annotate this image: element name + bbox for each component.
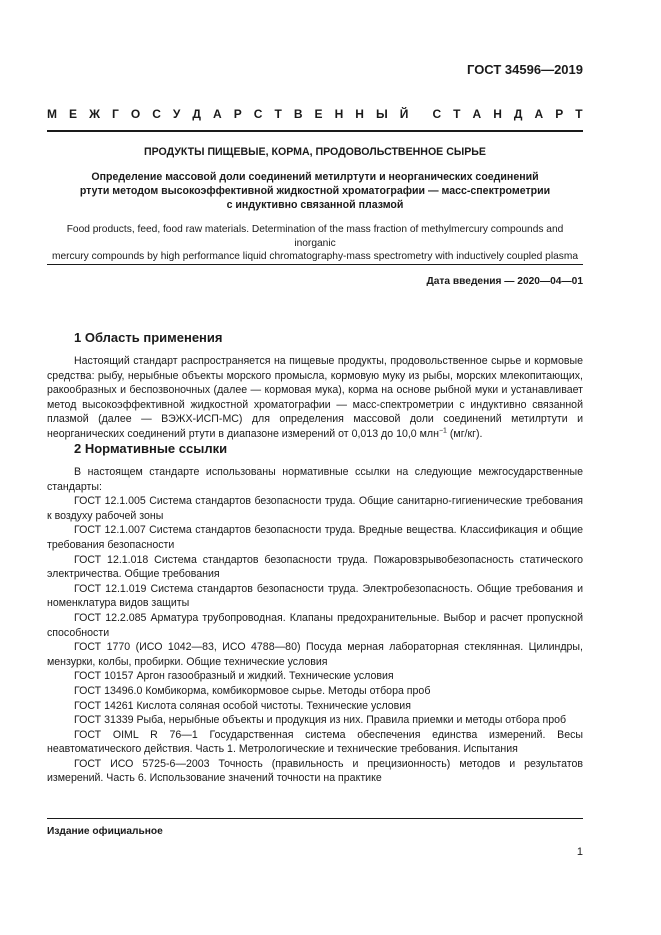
header-divider	[47, 130, 583, 132]
subtitle-line: Определение массовой доли соединений метилртути и неорганических соединений	[91, 171, 539, 183]
subtitle-line: с индуктивно связанной плазмой	[226, 199, 404, 211]
section-2-heading: 2 Нормативные ссылки	[74, 441, 228, 456]
page-number: 1	[576, 846, 583, 858]
reference-item: ГОСТ 12.1.018 Система стандартов безопасности труда. Пожаровзрывобезопасность статического электричества. Общие требования	[47, 553, 583, 581]
introduction-date: Дата введения — 2020—04—01	[426, 276, 583, 287]
unit-superscript: −1	[438, 427, 447, 435]
reference-item: ГОСТ 13496.0 Комбикорма, комбикормовое сырье. Методы отбора проб	[74, 684, 431, 697]
document-subtitle	[47, 170, 583, 212]
banner-letter: Д	[513, 107, 523, 121]
banner-letter: А	[212, 107, 222, 121]
section-1-tail: (мг/кг).	[446, 427, 483, 440]
banner-letter: А	[534, 107, 544, 121]
reference-item: ГОСТ 12.1.019 Система стандартов безопасности труда. Электробезопасность. Общие требования и номенклатура видов защиты	[47, 582, 583, 610]
reference-item: ГОСТ ИСО 5725-6—2003 Точность (правильность и прецизионность) методов и результатов измерений. Часть 6. Использование значений точности на практике	[47, 757, 583, 785]
reference-item: ГОСТ 31339 Рыба, нерыбные объекты и продукция из них. Правила приемки и методы отбора проб	[74, 714, 567, 727]
normative-references-list	[47, 465, 583, 786]
official-edition-label: Издание официальное	[47, 826, 163, 837]
banner-letter: С	[253, 107, 263, 121]
banner-letter: Г	[111, 107, 119, 121]
banner-letter: Р	[555, 107, 564, 121]
banner-letter: М	[47, 107, 57, 121]
banner-letter: Н	[355, 107, 364, 121]
banner-letter: Т	[453, 107, 461, 121]
banner-letter: Ы	[375, 107, 388, 121]
reference-item: ГОСТ 12.2.085 Арматура трубопроводная. Клапаны предохранительные. Выбор и расчет пропускной способности	[47, 611, 583, 639]
banner-letter: Ж	[89, 107, 100, 121]
banner-letter: Й	[399, 107, 409, 121]
english-title-line: mercury compounds by high performance liquid chromatography-mass spectrometry with inductively coupled plasma	[51, 251, 579, 262]
banner-letter: Н	[493, 107, 502, 121]
reference-item: ГОСТ 12.1.007 Система стандартов безопасности труда. Вредные вещества. Классификация и общие требования безопасности	[47, 524, 583, 551]
reference-item: ГОСТ 10157 Аргон газообразный и жидкий. Технические условия	[74, 670, 394, 683]
section-1-body: Настоящий стандарт распространяется на пищевые продукты, продовольственное сырье и кормовые средства: рыбу, нерыбные объекты морского промысла, кормовую муку из рыбы, морских млекопитающих, ракообразных и беспозвоночных (далее — кормовая мука), корма на основе рыбной муки и устанавливает метод высокоэффективной жидкостной хроматографии — масс-спектрометрии с индуктивно связанной плазмой (далее — ВЭЖХ-ИСП-МС) для определения массовой доли соединений метилртути и неорганических соединений ртути в диапазоне измерений от 0,013 до 10,0 млн	[47, 355, 583, 440]
subtitle-line: ртути методом высокоэффективной жидкостной хроматографии — масс-спектрометрии	[79, 185, 551, 197]
section-1-heading: 1 Область применения	[74, 330, 223, 345]
banner-letter: Н	[334, 107, 344, 121]
footer-divider	[47, 818, 583, 819]
reference-item: ГОСТ 14261 Кислота соляная особой чистоты. Технические условия	[74, 699, 411, 712]
banner-letter: Д	[192, 107, 201, 121]
english-title	[47, 223, 583, 264]
banner-letter: С	[432, 107, 442, 121]
reference-item: ГОСТ OIML R 76—1 Государственная система обеспечения единства измерений. Весы неавтоматического действия. Часть 1. Метрологические и технические требования. Испытания	[47, 728, 583, 756]
reference-item: ГОСТ 1770 (ИСО 1042—83, ИСО 4788—80) Посуда мерная лабораторная стеклянная. Цилиндры, мензурки, колбы, пробирки. Общие технические условия	[47, 641, 583, 668]
banner-letter: Р	[233, 107, 242, 121]
banner-letter: Т	[575, 107, 583, 121]
banner-letter: Е	[314, 107, 323, 121]
reference-item: ГОСТ 12.1.005 Система стандартов безопасности труда. Общие санитарно-гигиенические требования к воздуху рабочей зоны	[47, 495, 583, 522]
banner-letter: А	[472, 107, 482, 121]
banner-letter: Е	[69, 107, 78, 121]
section-1-text	[47, 354, 583, 442]
title-divider	[47, 264, 583, 265]
reference-item: В настоящем стандарте использованы нормативные ссылки на следующие межгосударственные стандарты:	[47, 466, 583, 493]
banner-letter: У	[172, 107, 181, 121]
document-title: ПРОДУКТЫ ПИЩЕВЫЕ, КОРМА, ПРОДОВОЛЬСТВЕННОЕ СЫРЬЕ	[144, 146, 486, 158]
banner-letter: С	[152, 107, 161, 121]
banner-letter: В	[293, 107, 303, 121]
banner-letter: О	[130, 107, 141, 121]
english-title-line: Food products, feed, food raw materials. Determination of the mass fraction of methylmercury compounds and inorganic	[66, 224, 564, 249]
gost-number: ГОСТ 34596—2019	[467, 62, 583, 77]
interstate-standard-banner	[47, 107, 583, 121]
banner-letter: Т	[274, 107, 282, 121]
